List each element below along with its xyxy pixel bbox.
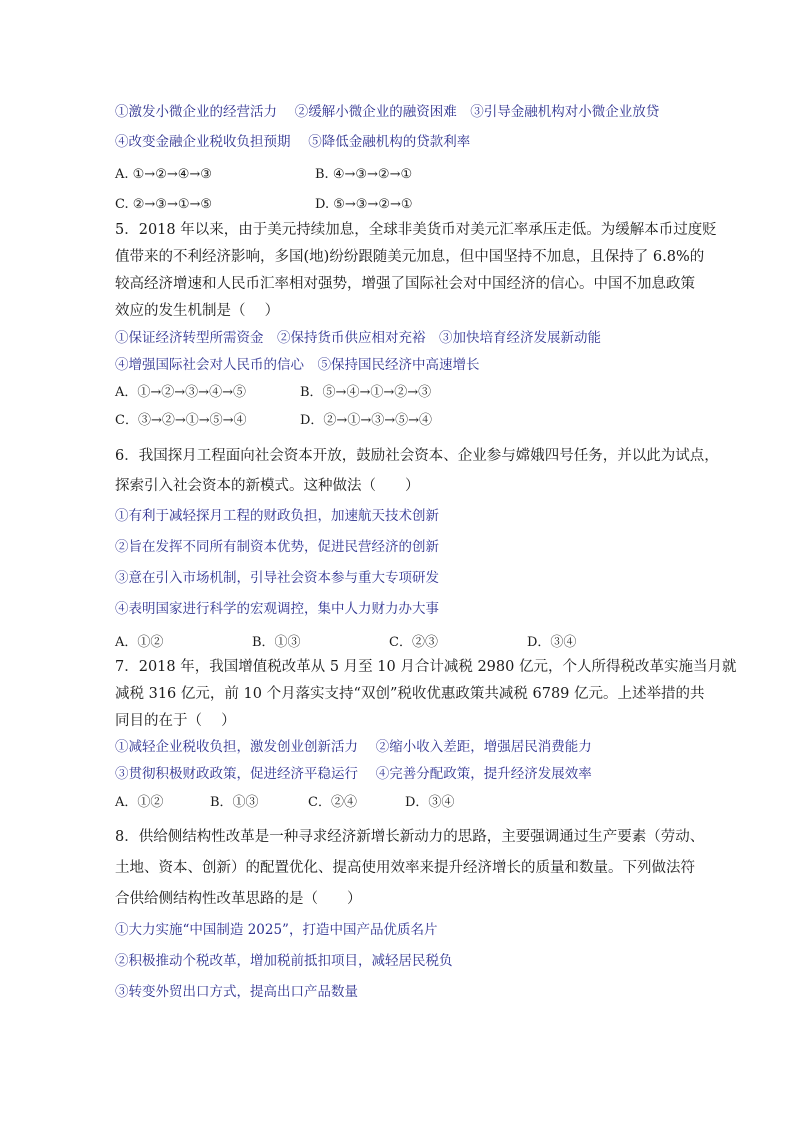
q8-stem-line3: 合供给侧结构性改革思路的是（ ） (115, 891, 362, 907)
q8-stem-line1: 8．供给侧结构性改革是一种寻求经济新增长新动力的思路，主要强调通过生产要素（劳动、 (115, 829, 705, 845)
q5-choices-row1 (115, 386, 675, 402)
q6-choice-d[interactable]: D．③④ (527, 635, 577, 650)
q5-choice-a[interactable]: A．①→②→③→④→⑤ (115, 385, 246, 400)
q4-choice-b[interactable]: B. ④→③→②→① (315, 167, 413, 182)
q6-statement-3: ③意在引入市场机制，引导社会资本参与重大专项研发 (115, 570, 439, 586)
q7-choice-c[interactable]: C．②④ (308, 795, 357, 810)
q7-statements-row2: ③贯彻积极财政政策，促进经济平稳运行 ④完善分配政策，提升经济发展效率 (115, 766, 592, 782)
q4-choices (115, 168, 675, 184)
q6-stem-line2: 探索引入社会资本的新模式。这种做法（ ） (115, 478, 420, 494)
q7-choice-a[interactable]: A．①② (115, 795, 164, 810)
q8-stem-line2: 土地、资本、创新）的配置优化、提高使用效率来提升经济增长的质量和数量。下列做法符 (115, 860, 695, 876)
q5-choice-b[interactable]: B．⑤→④→①→②→③ (300, 385, 432, 400)
q7-choice-b[interactable]: B．①③ (210, 795, 259, 810)
q6-choice-c[interactable]: C．②③ (389, 635, 438, 650)
q4-choices-row2 (115, 198, 675, 214)
q7-statements-row1: ①减轻企业税收负担，激发创业创新活力 ②缩小收入差距，增强居民消费能力 (115, 739, 592, 755)
q5-stem-line2: 值带来的不利经济影响，多国(地)纷纷跟随美元加息，但中国坚持不加息，且保持了 6.8%的 (115, 249, 705, 265)
q4-choice-d[interactable]: D. ⑤→③→②→① (315, 197, 413, 212)
q7-choice-d[interactable]: D．③④ (405, 795, 455, 810)
q7-choices (115, 796, 675, 812)
q4-statements-row2: ④改变金融企业税收负担预期 ⑤降低金融机构的贷款利率 (115, 134, 471, 150)
q5-choice-d[interactable]: D．②→①→③→⑤→④ (300, 413, 432, 428)
q5-stem-line4: 效应的发生机制是（ ） (115, 303, 280, 319)
q8-statement-1: ①大力实施“中国制造 2025”，打造中国产品优质名片 (115, 922, 438, 938)
q6-choice-b[interactable]: B．①③ (252, 635, 301, 650)
q5-choice-c[interactable]: C．③→②→①→⑤→④ (115, 413, 247, 428)
q8-statement-3: ③转变外贸出口方式，提高出口产品数量 (115, 984, 358, 1000)
q4-statements-row1: ①激发小微企业的经营活力 ②缓解小微企业的融资困难 ③引导金融机构对小微企业放贷 (115, 104, 660, 120)
q6-statement-2: ②旨在发挥不同所有制资本优势，促进民营经济的创新 (115, 539, 439, 555)
q8-statement-2: ②积极推动个税改革，增加税前抵扣项目，减轻居民税负 (115, 953, 453, 969)
q7-stem-line1: 7．2018 年，我国增值税改革从 5 月至 10 月合计减税 2980 亿元，个人所得税改革实施当月就 (115, 659, 737, 675)
q4-choice-a[interactable]: A. ①→②→④→③ (115, 167, 212, 182)
q4-choice-c[interactable]: C. ②→③→①→⑤ (115, 197, 213, 212)
q7-stem-line2: 减税 316 亿元，前 10 个月落实支持“双创”税收优惠政策共减税 6789 亿元。上述举措的共 (115, 686, 705, 702)
q6-statement-1: ①有利于减轻探月工程的财政负担，加速航天技术创新 (115, 508, 439, 524)
q6-choices (115, 636, 675, 652)
q7-stem-line3: 同目的在于（ ） (115, 713, 236, 729)
q5-stem-line3: 较高经济增速和人民币汇率相对强势，增强了国际社会对中国经济的信心。中国不加息政策 (115, 276, 695, 292)
q5-choices-row2 (115, 414, 675, 430)
q5-statements-row1: ①保证经济转型所需资金 ②保持货币供应相对充裕 ③加快培育经济发展新动能 (115, 330, 601, 346)
q5-stem-line1: 5．2018 年以来，由于美元持续加息，全球非美货币对美元汇率承压走低。为缓解本币过度贬 (115, 222, 717, 238)
q6-choice-a[interactable]: A．①② (115, 635, 164, 650)
q6-stem-line1: 6．我国探月工程面向社会资本开放，鼓励社会资本、企业参与嫦娥四号任务，并以此为试点， (115, 448, 719, 464)
q6-statement-4: ④表明国家进行科学的宏观调控，集中人力财力办大事 (115, 601, 439, 617)
q5-statements-row2: ④增强国际社会对人民币的信心 ⑤保持国民经济中高速增长 (115, 357, 480, 373)
